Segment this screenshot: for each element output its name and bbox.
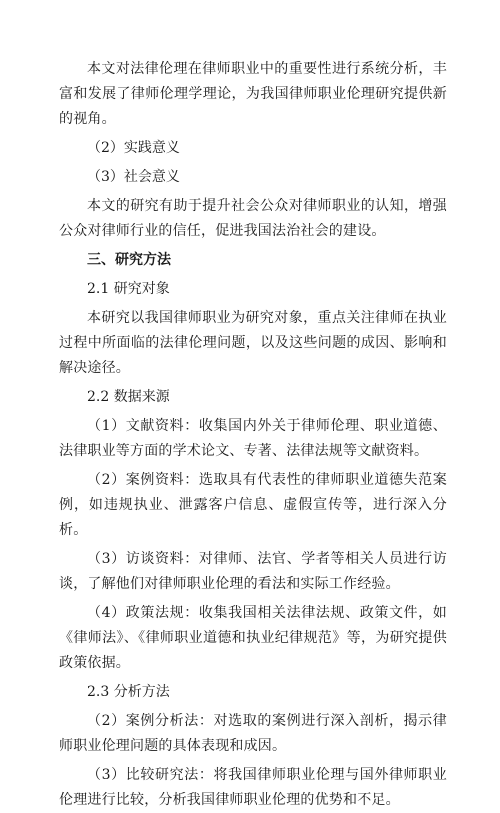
paragraph-social-significance: 本文的研究有助于提升社会公众对律师职业的认知，增强公众对律师行业的信任，促进我国法治社会的建设。 xyxy=(59,198,447,239)
paragraph-theoretical-significance: 本文对法律伦理在律师职业中的重要性进行系统分析，丰富和发展了律师伦理学理论，为我国律师职业伦理研究提供新的视角。 xyxy=(59,61,447,127)
subsection-title-research-object: 2.1 研究对象 xyxy=(87,281,170,297)
subsection-title-analysis-methods: 2.3 分析方法 xyxy=(87,684,170,700)
list-item-policy: （4）政策法规：收集我国相关法律法规、政策文件，如《律师法》、《律师职业道德和执业纪律规范》等，为研究提供政策依据。 xyxy=(59,605,447,671)
paragraph-research-object: 本研究以我国律师职业为研究对象，重点关注律师在执业过程中所面临的法律伦理问题，以及这些问题的成因、影响和解决途径。 xyxy=(59,310,447,376)
list-item-case-analysis: （2）案例分析法：对选取的案例进行深入剖析，揭示律师职业伦理问题的具体表现和成因。 xyxy=(59,713,447,754)
subsection-title-data-sources: 2.2 数据来源 xyxy=(87,389,170,405)
list-item-comparative: （3）比较研究法：将我国律师职业伦理与国外律师职业伦理进行比较，分析我国律师职业伦理的优势和不足。 xyxy=(59,767,447,808)
list-item-cases: （2）案例资料：选取具有代表性的律师职业道德失范案例，如违规执业、泄露客户信息、虚假宣传等，进行深入分析。 xyxy=(59,472,447,538)
list-item-literature: （1）文献资料：收集国内外关于律师伦理、职业道德、法律职业等方面的学术论文、专著、法律法规等文献资料。 xyxy=(59,418,447,459)
section-title-research-methods: 三、研究方法 xyxy=(87,252,171,268)
heading-social-significance: （3）社会意义 xyxy=(87,169,180,185)
document-body xyxy=(59,57,447,813)
list-item-interviews: （3）访谈资料：对律师、法官、学者等相关人员进行访谈，了解他们对律师职业伦理的看法和实际工作经验。 xyxy=(59,551,447,592)
heading-practical-significance: （2）实践意义 xyxy=(87,140,180,156)
